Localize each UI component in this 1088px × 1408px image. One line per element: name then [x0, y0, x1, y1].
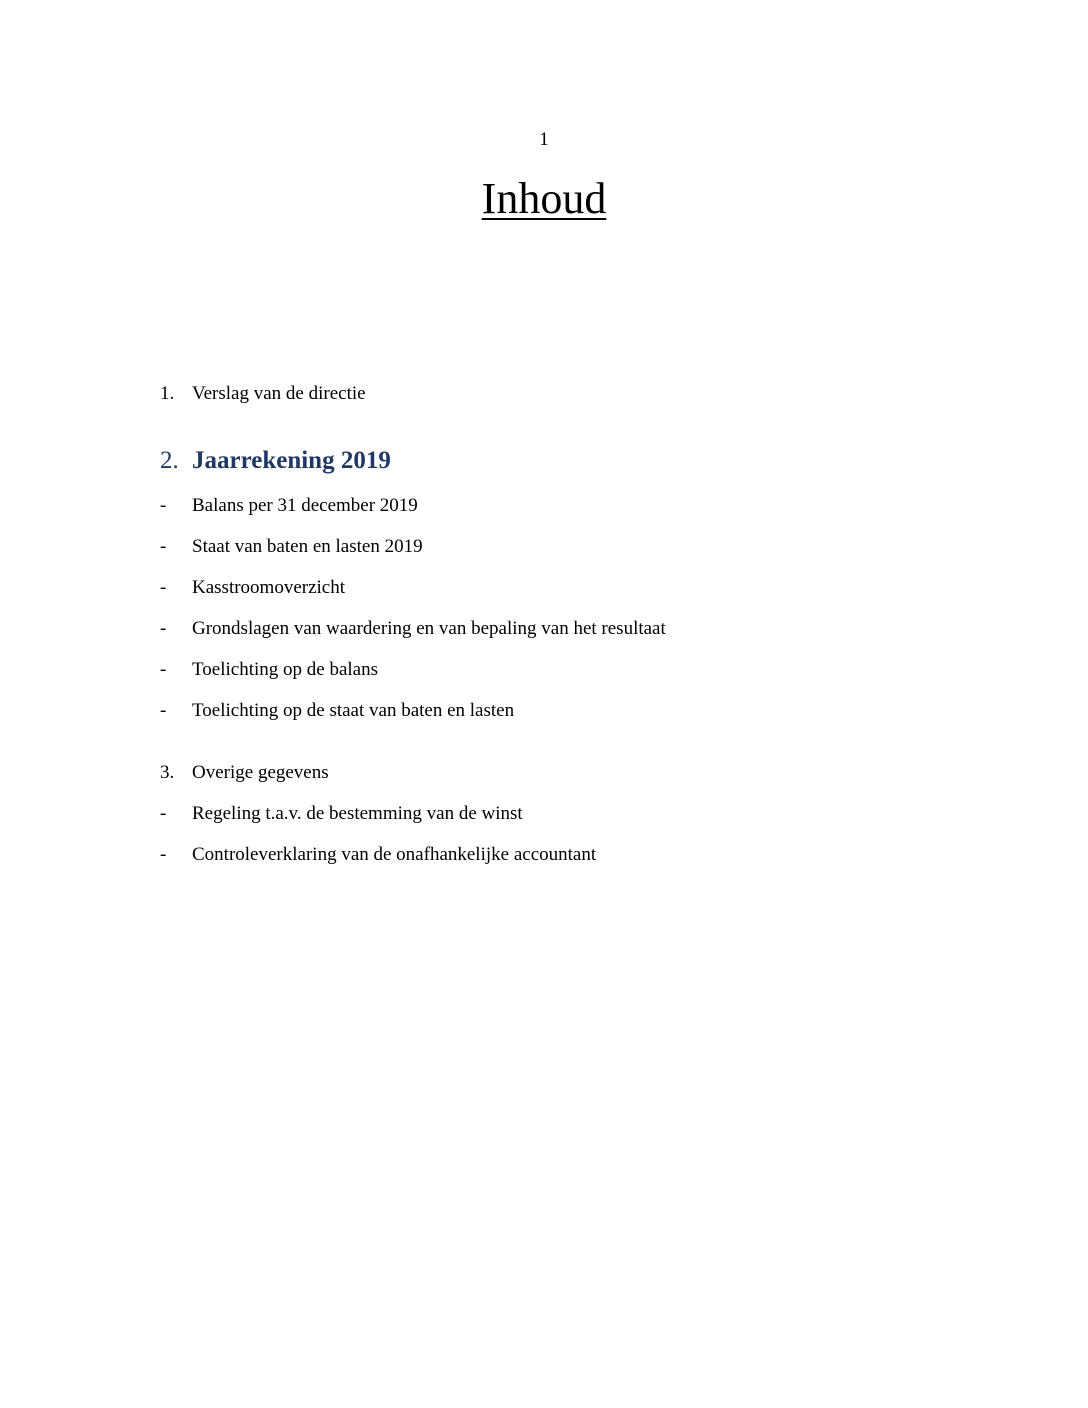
- toc-section-2: [160, 446, 391, 476]
- toc-section-number: 1.: [160, 383, 175, 404]
- toc-item-marker: -: [160, 659, 167, 680]
- page-number: 1: [539, 129, 549, 150]
- toc-item-label: Kasstroomoverzicht: [192, 577, 346, 598]
- toc-item-marker: -: [160, 495, 167, 516]
- toc-item-marker: -: [160, 803, 167, 824]
- toc-item-marker: -: [160, 700, 167, 721]
- toc-item: [160, 617, 666, 641]
- toc-item: [160, 802, 523, 826]
- page-title: Inhoud: [481, 174, 607, 223]
- toc-section-3: [160, 761, 329, 785]
- toc-section-number: 2.: [160, 447, 179, 474]
- toc-item-label: Regeling t.a.v. de bestemming van de winst: [192, 803, 523, 824]
- toc-section-label: Overige gegevens: [192, 762, 329, 783]
- toc-item: [160, 843, 596, 867]
- toc-item-marker: -: [160, 618, 167, 639]
- toc-item-marker: -: [160, 844, 167, 865]
- toc-item-label: Staat van baten en lasten 2019: [192, 536, 423, 557]
- toc-item-label: Controleverklaring van de onafhankelijke accountant: [192, 844, 597, 865]
- toc-item: [160, 576, 345, 600]
- toc-item: [160, 535, 423, 559]
- toc-item: [160, 494, 418, 518]
- toc-section-label: Verslag van de directie: [192, 383, 366, 404]
- toc-section-label: Jaarrekening 2019: [192, 447, 391, 474]
- toc-item: [160, 699, 514, 723]
- toc-item-marker: -: [160, 577, 167, 598]
- toc-section-number: 3.: [160, 762, 175, 783]
- toc-item-label: Toelichting op de balans: [192, 659, 378, 680]
- toc-item-label: Toelichting op de staat van baten en lasten: [192, 700, 515, 721]
- toc-item-label: Grondslagen van waardering en van bepaling van het resultaat: [192, 618, 666, 639]
- toc-section-1: [160, 382, 366, 406]
- toc-item: [160, 658, 378, 682]
- toc-item-marker: -: [160, 536, 167, 557]
- toc-item-label: Balans per 31 december 2019: [192, 495, 418, 516]
